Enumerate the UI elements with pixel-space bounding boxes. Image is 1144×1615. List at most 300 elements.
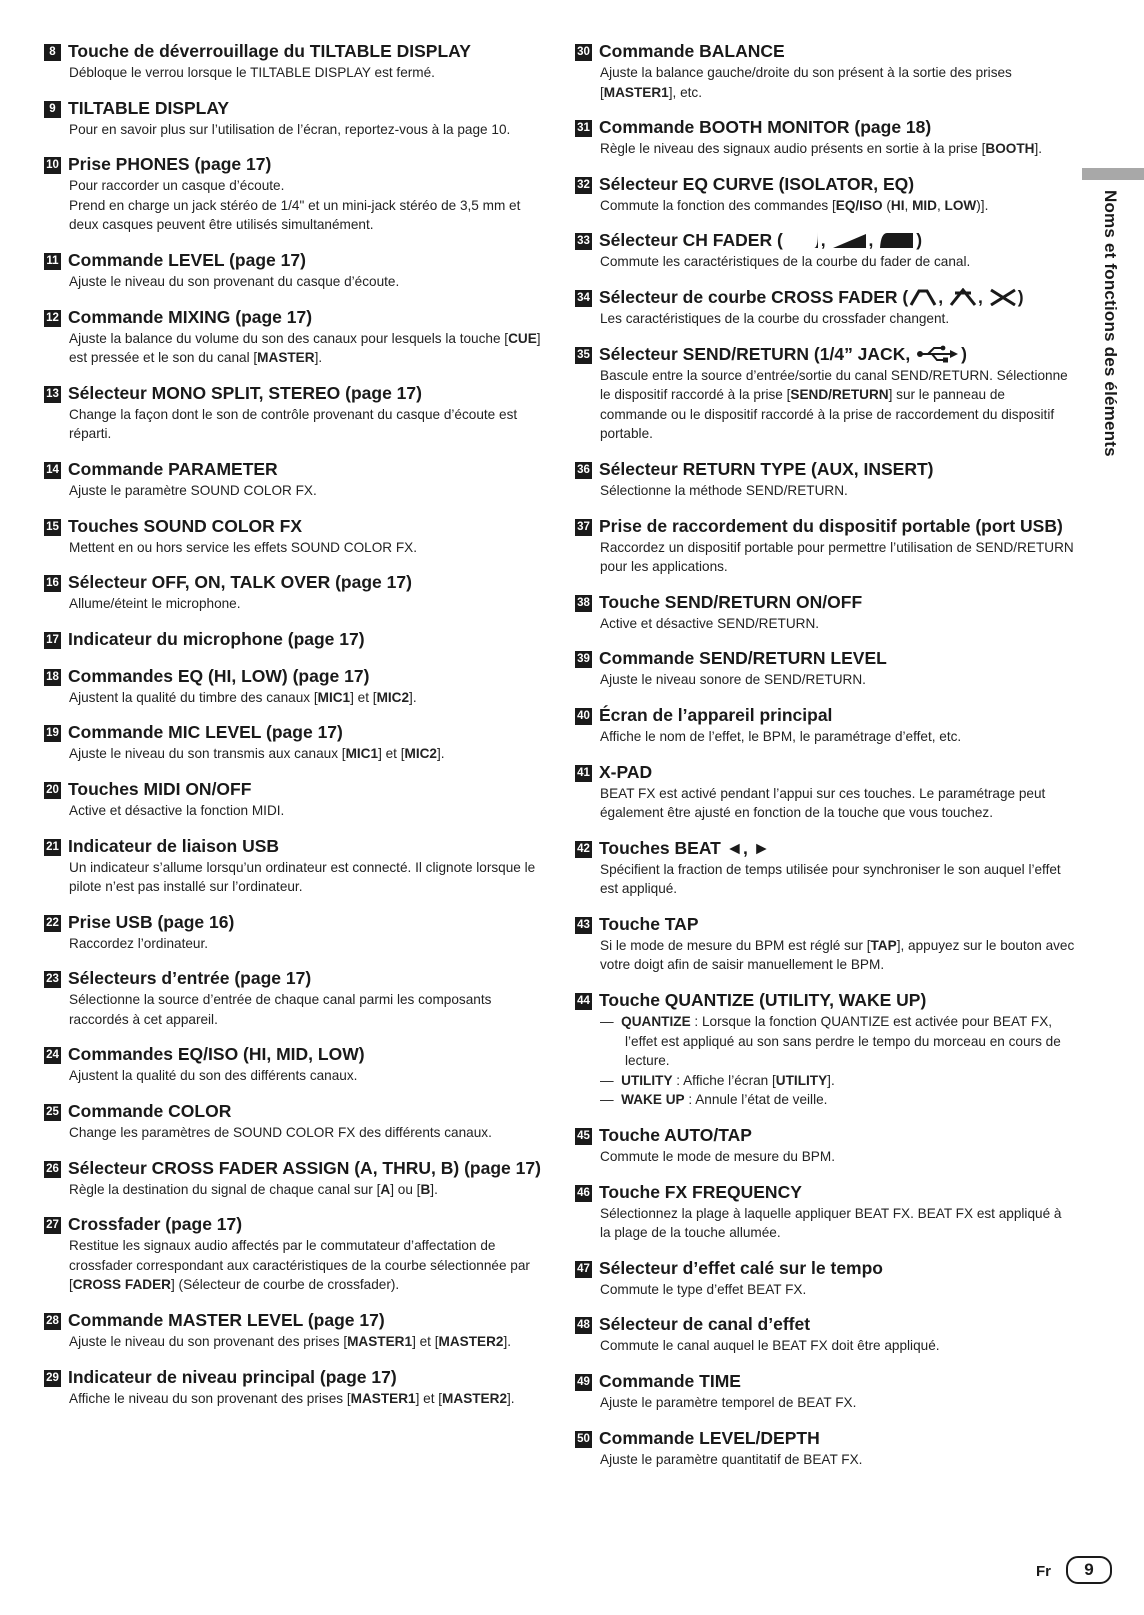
item-title: Touches SOUND COLOR FX [68,515,302,536]
description-line: Prend en charge un jack stéréo de 1/4" et un mini-jack stéréo de 3,5 mm et deux casques peuvent être utilisés simultanément. [69,197,521,233]
item-number-badge: 28 [44,1313,61,1330]
description-line: Restitue les signaux audio affectés par le commutateur d’affectation de crossfader correspondant aux caractéristiques de la courbe sélectionnée par [CROSS FADER] (Sélecteur de courbe de crossfader). [69,1238,530,1293]
item-heading [575,40,1075,63]
item-number-badge: 24 [44,1047,61,1064]
item-heading [575,989,1075,1012]
item-title: Commande MIXING (page 17) [68,306,313,327]
item-description [600,63,1075,102]
item-number-badge: 18 [44,669,61,686]
description-line: Ajuste le paramètre temporel de BEAT FX. [600,1395,857,1410]
description-line: Active et désactive la fonction MIDI. [69,802,285,818]
item-heading [575,1124,1075,1147]
item-12 [44,306,544,368]
item-number-badge: 40 [575,708,592,725]
item-title: Commande SEND/RETURN LEVEL [599,648,887,669]
description-line: Commute la fonction des commandes [EQ/ISO (HI, MID, LOW)]. [600,197,989,213]
item-35 [575,343,1075,444]
bracketed-term: A [380,1181,391,1197]
item-heading [44,515,544,538]
item-25 [44,1100,544,1143]
item-number-badge: 49 [575,1374,592,1391]
bracketed-term: MIC2 [376,689,410,705]
bracketed-term: MASTER2 [438,1334,504,1350]
item-description [69,405,544,444]
bracketed-term: HI [890,197,905,213]
item-heading [44,571,544,594]
item-title: Sélecteur MONO SPLIT, STEREO (page 17) [68,382,422,403]
right-column [575,40,1075,1483]
item-number-badge: 15 [44,519,61,536]
icon-separator: , [977,286,988,307]
section-tab [1082,168,1144,180]
bullet-term: WAKE UP [621,1092,685,1108]
item-number-badge: 34 [575,290,592,307]
item-description [600,366,1075,444]
item-number-badge: 39 [575,651,592,668]
item-heading [575,704,1075,727]
item-description [600,670,1075,690]
item-number-badge: 23 [44,971,61,988]
description-line: Change les paramètres de SOUND COLOR FX des différents canaux. [69,1125,492,1141]
item-title: Commande TIME [599,1371,741,1391]
item-heading [44,1309,544,1332]
description-line: Commute le canal auquel le BEAT FX doit être appliqué. [600,1338,940,1354]
item-heading [575,761,1075,784]
item-description [600,309,1075,329]
item-description [69,990,544,1029]
item-heading [44,1100,544,1123]
item-11 [44,249,544,292]
footer-language: Fr [1036,1563,1051,1580]
item-heading [44,97,544,120]
item-description [600,1336,1075,1356]
fader-curve-slow-icon [784,231,820,249]
description-line: Règle le niveau des signaux audio présents en sortie à la prise [BOOTH]. [600,141,1043,157]
item-description [600,1012,1075,1110]
item-36 [575,458,1075,501]
item-title: Écran de l’appareil principal [599,704,833,725]
item-description [600,1393,1075,1413]
item-heading [575,343,1075,366]
item-number-badge: 27 [44,1217,61,1234]
item-description [600,614,1075,634]
item-title: Commande MASTER LEVEL (page 17) [68,1310,385,1331]
item-title: Indicateur du microphone (page 17) [68,628,365,649]
item-title: Prise de raccordement du dispositif portable (port USB) [599,515,1063,536]
item-heading [44,249,544,272]
item-title: Sélecteur de courbe CROSS FADER ( [599,286,909,307]
item-23 [44,967,544,1029]
item-heading [44,1213,544,1236]
item-43 [575,913,1075,975]
item-title: Touche de déverrouillage du TILTABLE DISPLAY [68,41,471,61]
item-heading [44,40,544,63]
bracketed-term: CUE [508,330,537,346]
item-title: Touches MIDI ON/OFF [68,778,252,799]
item-number-badge: 50 [575,1431,592,1448]
item-description [69,538,544,558]
description-line: Commute le mode de mesure du BPM. [600,1149,835,1165]
item-number-badge: 21 [44,839,61,856]
item-24 [44,1043,544,1086]
item-28 [44,1309,544,1352]
description-line: BEAT FX est activé pendant l’appui sur ces touches. Le paramétrage peut également être ajusté en fonction de la touche que vous touchez. [600,785,1046,821]
item-heading [575,458,1075,481]
item-number-badge: 20 [44,782,61,799]
description-line: Pour raccorder un casque d’écoute. [69,178,285,194]
description-line: Ajuste le paramètre SOUND COLOR FX. [69,482,317,498]
item-number-badge: 30 [575,44,592,61]
description-line: Règle la destination du signal de chaque canal sur [A] ou [B]. [69,1181,438,1197]
item-title: TILTABLE DISPLAY [68,97,230,118]
item-22 [44,911,544,954]
item-number-badge: 46 [575,1185,592,1202]
item-heading [575,591,1075,614]
item-33 [575,229,1075,272]
item-number-badge: 22 [44,915,61,932]
item-32 [575,173,1075,216]
item-heading [575,173,1075,196]
item-title: Sélecteur OFF, ON, TALK OVER (page 17) [68,572,412,593]
item-description [600,481,1075,501]
item-20 [44,778,544,821]
bullet-item: — WAKE UP : Annule l’état de veille. [600,1092,828,1108]
item-number-badge: 37 [575,519,592,536]
item-title: Commande LEVEL/DEPTH [599,1427,820,1448]
item-17 [44,628,544,651]
item-40 [575,704,1075,747]
item-19 [44,721,544,764]
item-description [69,688,544,708]
item-heading [44,628,544,651]
item-description [69,1332,544,1352]
item-title: Crossfader (page 17) [68,1214,243,1235]
item-description [69,858,544,897]
item-number-badge: 36 [575,462,592,479]
item-heading [575,1257,1075,1280]
description-line: Ajuste la balance gauche/droite du son présent à la sortie des prises [MASTER1], etc. [600,65,1012,100]
item-heading [44,721,544,744]
item-description [600,784,1075,823]
bullet-item: — UTILITY : Affiche l’écran [UTILITY]. [600,1072,835,1088]
item-title: Indicateur de niveau principal (page 17) [68,1366,397,1387]
description-line: Active et désactive SEND/RETURN. [600,615,820,631]
item-title: Commande COLOR [68,1101,232,1122]
bracketed-term: LOW [944,197,977,213]
item-heading [575,515,1075,538]
description-line: Affiche le niveau du son provenant des prises [MASTER1] et [MASTER2]. [69,1390,515,1406]
bracketed-term: MIC2 [404,746,437,762]
crossfader-curve-slow-icon [909,288,937,306]
description-line: Débloque le verrou lorsque le TILTABLE DISPLAY est fermé. [69,65,435,80]
item-title: Sélecteur SEND/RETURN (1/4” JACK, [599,343,916,364]
item-title: Sélecteur RETURN TYPE (AUX, INSERT) [599,458,934,479]
item-heading [575,647,1075,670]
bracketed-term: BOOTH [985,141,1035,157]
bracketed-term: MIC1 [345,746,379,762]
item-9 [44,97,544,140]
item-number-badge: 42 [575,841,592,858]
item-heading [44,153,544,176]
item-41 [575,761,1075,823]
description-line: Commute le type d’effet BEAT FX. [600,1281,807,1297]
item-heading [44,911,544,934]
item-description [600,538,1075,577]
item-42 [575,837,1075,899]
item-title-end: ) [961,343,967,364]
item-39 [575,647,1075,690]
item-title: Commandes EQ/ISO (HI, MID, LOW) [68,1044,365,1065]
bracketed-term: UTILITY [775,1072,828,1088]
description-line: Ajuste le niveau sonore de SEND/RETURN. [600,672,866,688]
description-line: Bascule entre la source d’entrée/sortie du canal SEND/RETURN. Sélectionne le dispositif raccordé à la prise [SEND/RETURN] sur le panneau de commande ou le dispositif raccordé à la prise de raccordement du dispositif portable. [600,367,1068,442]
bracketed-term: MID [912,197,937,213]
item-description [600,1147,1075,1167]
item-number-badge: 48 [575,1317,592,1334]
item-description [69,176,544,235]
item-heading [44,835,544,858]
item-title: Touche FX FREQUENCY [599,1181,802,1202]
bracketed-term: CROSS FADER [72,1277,171,1293]
bracketed-term: MASTER1 [603,84,669,100]
item-heading [575,1370,1075,1393]
item-number-badge: 31 [575,120,592,137]
item-number-badge: 10 [44,157,61,174]
item-29 [44,1366,544,1409]
item-description [69,1236,544,1295]
item-16 [44,571,544,614]
item-number-badge: 14 [44,462,61,479]
icon-separator: , [938,286,948,307]
item-title: Sélecteur CH FADER ( [599,230,783,251]
usb-icon [916,345,960,363]
item-description [69,481,544,501]
description-line: Un indicateur s’allume lorsqu’un ordinateur est connecté. Il clignote lorsque le pilote n’est pas installé sur l’ordinateur. [69,859,536,895]
bracketed-term: SEND/RETURN [790,387,889,403]
item-description [600,1204,1075,1243]
item-number-badge: 26 [44,1161,61,1178]
crossfader-curve-sharp-icon [989,288,1017,306]
item-number-badge: 16 [44,575,61,592]
item-46 [575,1181,1075,1243]
fader-curve-fast-icon [879,231,915,249]
item-26 [44,1157,544,1200]
item-title: Commande PARAMETER [68,458,278,479]
bullet-item: — QUANTIZE : Lorsque la fonction QUANTIZE est activée pour BEAT FX, l’effet est appliqué au son sans perdre le tempo du morceau en cours de lecture. [600,1014,1061,1069]
description-line: Ajustent la qualité du timbre des canaux [MIC1] et [MIC2]. [69,689,417,705]
description-line: Commute les caractéristiques de la courbe du fader de canal. [600,254,971,270]
description-line: Pour en savoir plus sur l’utilisation de l’écran, reportez-vous à la page 10. [69,121,511,137]
bracketed-term: MASTER [257,350,315,366]
item-title: Prise PHONES (page 17) [68,154,272,175]
item-description [600,1280,1075,1300]
bracketed-term: MASTER2 [442,1390,508,1406]
item-number-badge: 44 [575,993,592,1010]
item-18 [44,665,544,708]
item-description [69,1389,544,1409]
item-heading [44,1157,544,1180]
item-title: Sélecteur de canal d’effet [599,1314,811,1335]
item-title: Touche SEND/RETURN ON/OFF [599,591,863,612]
item-title: Sélecteur CROSS FADER ASSIGN (A, THRU, B) (page 17) [68,1157,541,1178]
description-line: Affiche le nom de l’effet, le BPM, le paramétrage d’effet, etc. [600,728,962,744]
item-title: Commandes EQ (HI, LOW) (page 17) [68,665,370,686]
bracketed-term: B [420,1181,431,1197]
description-line: Les caractéristiques de la courbe du crossfader changent. [600,310,950,326]
bracketed-term: TAP [870,937,897,953]
description-line: Sélectionnez la plage à laquelle appliquer BEAT FX. BEAT FX est appliqué à la plage de la touche allumée. [600,1205,1062,1241]
item-title: Commande LEVEL (page 17) [68,249,306,270]
icon-separator: , [820,230,831,251]
item-14 [44,458,544,501]
item-34 [575,286,1075,329]
item-title: Touches BEAT ◄, ► [599,837,771,858]
item-title: Commande BALANCE [599,41,785,61]
item-heading [575,1181,1075,1204]
item-title: Indicateur de liaison USB [68,835,280,856]
icon-separator: , [868,230,879,251]
item-title-end: ) [1017,286,1024,307]
description-line: Sélectionne la source d’entrée de chaque canal parmi les composants raccordés à cet appareil. [69,992,492,1027]
description-line: Ajuste le niveau du son transmis aux canaux [MIC1] et [MIC2]. [69,746,445,762]
description-line: Ajuste la balance du volume du son des canaux pour lesquels la touche [CUE] est pressée et le son du canal [MASTER]. [69,330,541,366]
item-description [69,63,544,83]
item-heading [575,837,1075,860]
item-title: Touche TAP [599,913,699,934]
bracketed-term: EQ/ISO [835,197,883,213]
item-description [69,744,544,764]
item-description [600,252,1075,272]
item-21 [44,835,544,897]
description-line: Raccordez un dispositif portable pour permettre l’utilisation de SEND/RETURN pour les applications. [600,539,1074,575]
item-heading [575,116,1075,139]
item-heading [44,967,544,990]
description-line: Ajuste le paramètre quantitatif de BEAT FX. [600,1451,863,1467]
description-line: Spécifient la fraction de temps utilisée pour synchroniser le son auquel l’effet est appliqué. [600,861,1061,897]
item-heading [44,1366,544,1389]
description-line: Si le mode de mesure du BPM est réglé sur [TAP], appuyez sur le bouton avec votre doigt afin de saisir manuellement le BPM. [600,937,1075,973]
item-title: Prise USB (page 16) [68,911,235,932]
item-38 [575,591,1075,634]
item-description [69,594,544,614]
item-number-badge: 13 [44,386,61,403]
item-number-badge: 32 [575,177,592,194]
item-number-badge: 9 [44,101,61,118]
item-heading [575,913,1075,936]
description-line: Ajuste le niveau du son provenant des prises [MASTER1] et [MASTER2]. [69,1334,512,1350]
item-description [69,329,544,368]
item-number-badge: 33 [575,233,592,250]
item-heading [44,1043,544,1066]
item-number-badge: 11 [44,253,61,270]
item-13 [44,382,544,444]
item-49 [575,1370,1075,1413]
item-heading [575,1427,1075,1450]
item-title: Sélecteur EQ CURVE (ISOLATOR, EQ) [599,173,915,194]
item-30 [575,40,1075,102]
description-line: Raccordez l’ordinateur. [69,935,209,951]
item-number-badge: 47 [575,1261,592,1278]
item-description [600,1450,1075,1470]
item-description [69,1180,544,1200]
description-line: Change la façon dont le son de contrôle provenant du casque d’écoute est réparti. [69,406,518,442]
item-number-badge: 41 [575,765,592,782]
item-37 [575,515,1075,577]
item-heading [575,229,1075,252]
bracketed-term: MIC1 [317,689,351,705]
item-heading [44,778,544,801]
item-description [600,139,1075,159]
item-heading [575,1313,1075,1336]
item-number-badge: 29 [44,1370,61,1387]
item-number-badge: 43 [575,917,592,934]
item-description [69,272,544,292]
item-description [600,727,1075,747]
description-line: Ajustent la qualité du son des différents canaux. [69,1068,358,1084]
item-heading [44,665,544,688]
item-number-badge: 38 [575,595,592,612]
item-title: Sélecteurs d’entrée (page 17) [68,968,312,989]
item-47 [575,1257,1075,1300]
item-number-badge: 8 [44,44,61,61]
item-description [600,196,1075,216]
description-line: Sélectionne la méthode SEND/RETURN. [600,482,848,498]
item-title-end: ) [916,230,923,251]
item-50 [575,1427,1075,1470]
item-description [600,936,1075,975]
item-heading [44,458,544,481]
page-number: 9 [1066,1556,1112,1584]
item-number-badge: 45 [575,1128,592,1145]
item-description [69,934,544,954]
item-title: Commande BOOTH MONITOR (page 18) [599,117,932,138]
item-27 [44,1213,544,1295]
description-line: Ajuste le niveau du son provenant du casque d’écoute. [69,273,400,289]
item-8 [44,40,544,83]
item-heading [575,286,1075,309]
item-heading [44,306,544,329]
item-number-badge: 25 [44,1104,61,1121]
description-line: Allume/éteint le microphone. [69,596,241,612]
item-44 [575,989,1075,1110]
bullet-term: UTILITY [621,1072,673,1088]
item-number-badge: 12 [44,310,61,327]
item-10 [44,153,544,235]
item-45 [575,1124,1075,1167]
item-heading [44,382,544,405]
item-description [69,801,544,821]
section-title: Noms et fonctions des éléments [1101,190,1120,457]
item-31 [575,116,1075,159]
item-title: Commande MIC LEVEL (page 17) [68,722,343,743]
left-column [44,40,544,1422]
item-description [69,1066,544,1086]
item-title: Touche QUANTIZE (UTILITY, WAKE UP) [599,990,927,1011]
item-title: X-PAD [599,761,653,782]
description-line: Mettent en ou hors service les effets SOUND COLOR FX. [69,539,418,555]
item-number-badge: 35 [575,347,592,364]
item-title: Sélecteur d’effet calé sur le tempo [599,1257,883,1278]
bullet-term: QUANTIZE [621,1014,691,1030]
bracketed-term: MASTER1 [350,1390,416,1406]
item-title: Touche AUTO/TAP [599,1125,752,1146]
crossfader-curve-medium-icon [949,288,977,306]
item-description [69,1123,544,1143]
item-number-badge: 17 [44,632,61,649]
item-number-badge: 19 [44,725,61,742]
item-description [69,120,544,140]
fader-curve-linear-icon [832,231,868,249]
